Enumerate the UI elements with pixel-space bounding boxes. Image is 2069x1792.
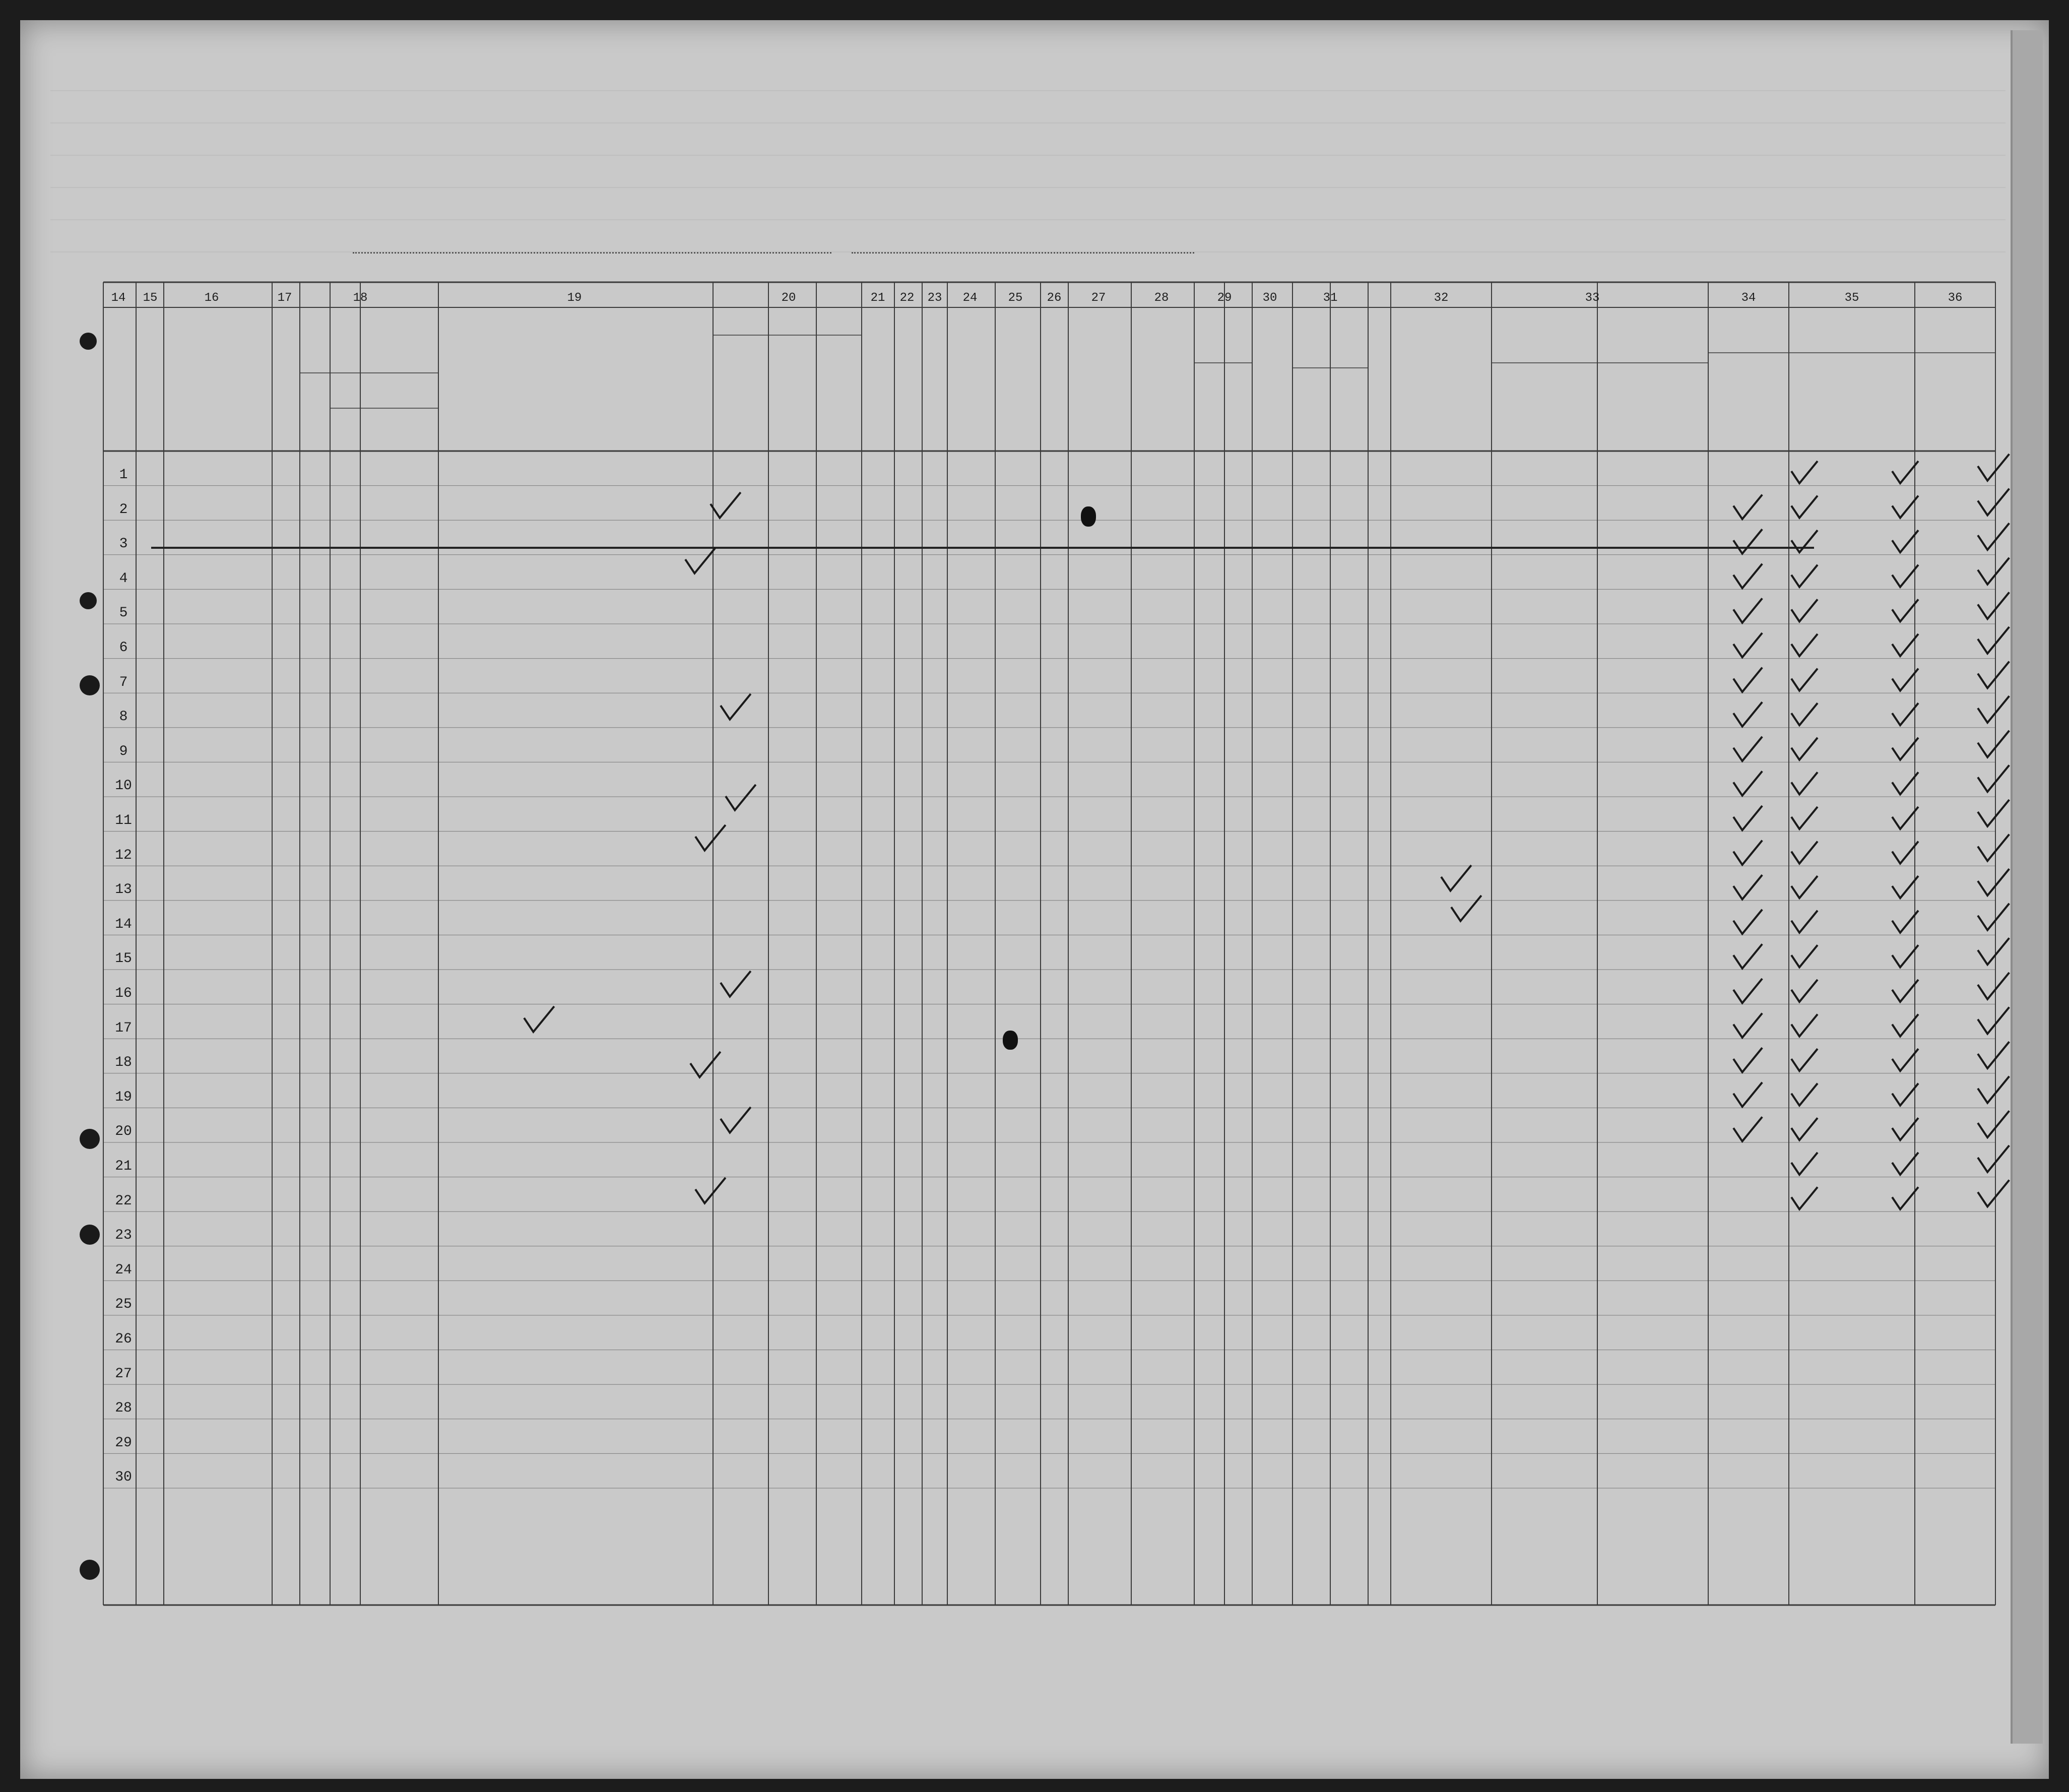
- column-number: 31: [1323, 291, 1338, 305]
- column-number: 26: [1047, 291, 1062, 305]
- check-mark: [710, 492, 741, 518]
- check-mark: [1733, 1048, 1762, 1072]
- check-mark: [1978, 523, 2009, 550]
- column-number: 20: [781, 291, 796, 305]
- row-number: 17: [115, 1020, 132, 1036]
- row-number: 14: [115, 916, 132, 932]
- check-mark: [1733, 1117, 1762, 1141]
- check-mark: [1978, 973, 2009, 999]
- column-number: 28: [1154, 291, 1169, 305]
- column-number: 14: [111, 291, 126, 305]
- check-mark: [1451, 895, 1481, 921]
- column-number: 32: [1434, 291, 1449, 305]
- check-mark: [1791, 496, 1818, 518]
- check-mark: [1892, 876, 1918, 898]
- row-number: 12: [115, 847, 132, 863]
- check-mark: [1892, 530, 1918, 552]
- check-mark: [1441, 865, 1471, 891]
- row-number: 27: [115, 1366, 132, 1382]
- punch-hole: [80, 592, 97, 609]
- row-number: 15: [115, 951, 132, 967]
- column-number: 15: [143, 291, 158, 305]
- check-mark: [1978, 765, 2009, 792]
- check-mark: [1978, 1076, 2009, 1103]
- check-mark: [1791, 1083, 1818, 1106]
- row-number: 2: [119, 501, 128, 518]
- column-number: 36: [1948, 291, 1963, 305]
- column-number: 18: [353, 291, 368, 305]
- check-mark: [524, 1006, 554, 1032]
- column-number: 22: [899, 291, 915, 305]
- row-number: 26: [115, 1331, 132, 1347]
- check-mark: [1892, 1187, 1918, 1209]
- check-mark: [1733, 702, 1762, 726]
- punch-hole: [80, 333, 97, 350]
- check-mark: [1978, 696, 2009, 723]
- check-mark: [1791, 1153, 1818, 1175]
- check-mark: [1791, 530, 1818, 552]
- row-number: 11: [115, 813, 132, 828]
- check-mark: [1892, 1153, 1918, 1175]
- check-mark: [1892, 842, 1918, 864]
- check-mark: [1892, 461, 1918, 483]
- row-number: 1: [119, 467, 128, 483]
- check-mark: [695, 1178, 726, 1203]
- check-mark: [1791, 911, 1818, 933]
- check-mark: [1791, 980, 1818, 1002]
- check-mark: [1892, 911, 1918, 933]
- column-number: 16: [204, 291, 219, 305]
- row-number: 24: [115, 1262, 132, 1278]
- check-mark: [1733, 495, 1762, 519]
- check-mark: [1978, 454, 2009, 481]
- check-mark: [1978, 1145, 2009, 1172]
- check-mark: [1733, 737, 1762, 761]
- punch-hole: [80, 675, 100, 695]
- check-mark: [1733, 633, 1762, 657]
- check-mark: [1733, 979, 1762, 1003]
- check-mark: [721, 694, 751, 720]
- check-mark: [1978, 938, 2009, 965]
- check-mark: [1791, 1118, 1818, 1140]
- check-mark: [1978, 1111, 2009, 1137]
- check-mark: [1791, 1049, 1818, 1071]
- column-number: 34: [1741, 291, 1756, 305]
- row-number: 29: [115, 1435, 132, 1451]
- row-number: 25: [115, 1297, 132, 1313]
- check-mark: [1892, 634, 1918, 656]
- check-mark: [1978, 731, 2009, 757]
- row-number: 21: [115, 1159, 132, 1174]
- row-number: 9: [119, 743, 128, 759]
- check-mark: [1791, 738, 1818, 760]
- row-number: 22: [115, 1193, 132, 1209]
- column-number: 25: [1008, 291, 1023, 305]
- check-mark: [1791, 772, 1818, 794]
- check-mark: [1733, 564, 1762, 588]
- row-number: 6: [119, 640, 128, 656]
- check-mark: [1892, 599, 1918, 621]
- column-number: 21: [870, 291, 885, 305]
- row-number: 8: [119, 709, 128, 725]
- column-number: 29: [1217, 291, 1232, 305]
- check-mark: [1733, 1013, 1762, 1038]
- check-mark: [1978, 1007, 2009, 1034]
- check-mark: [1892, 738, 1918, 760]
- check-mark: [1892, 1083, 1918, 1106]
- row-number: 10: [115, 778, 132, 794]
- check-mark: [690, 1052, 721, 1077]
- check-mark: [1791, 807, 1818, 829]
- check-mark: [1978, 869, 2009, 895]
- check-mark: [1978, 489, 2009, 516]
- row-number: 3: [119, 536, 128, 552]
- check-mark: [721, 971, 751, 997]
- check-mark: [1791, 842, 1818, 864]
- check-mark: [685, 548, 716, 573]
- check-mark: [1892, 1014, 1918, 1037]
- check-mark: [1978, 592, 2009, 619]
- row-number: 18: [115, 1055, 132, 1071]
- check-mark: [1978, 800, 2009, 826]
- punch-hole: [80, 1129, 100, 1149]
- check-mark: [1791, 461, 1818, 483]
- check-mark: [1892, 945, 1918, 967]
- check-mark: [1791, 565, 1818, 587]
- check-mark: [1978, 627, 2009, 654]
- check-mark: [1733, 944, 1762, 968]
- check-mark: [1892, 1049, 1918, 1071]
- row-number: 4: [119, 570, 128, 587]
- row-number: 28: [115, 1400, 132, 1417]
- column-number: 17: [277, 291, 292, 305]
- check-mark: [1892, 703, 1918, 725]
- row-number: 7: [119, 674, 128, 690]
- check-mark: [1733, 841, 1762, 865]
- row-number: 20: [115, 1124, 132, 1140]
- column-number: 30: [1262, 291, 1277, 305]
- check-mark: [1733, 875, 1762, 899]
- check-mark: [1978, 662, 2009, 688]
- check-mark: [1733, 806, 1762, 830]
- row-number: 19: [115, 1089, 132, 1105]
- column-number: 24: [962, 291, 978, 305]
- row-number: 30: [115, 1469, 132, 1486]
- check-mark: [1733, 910, 1762, 934]
- check-mark: [1791, 876, 1818, 898]
- check-mark: [1978, 1180, 2009, 1207]
- check-mark: [1733, 529, 1762, 553]
- check-mark: [1978, 558, 2009, 585]
- check-mark: [1892, 980, 1918, 1002]
- row-number: 16: [115, 986, 132, 1001]
- column-number: 33: [1585, 291, 1600, 305]
- check-mark: [1892, 807, 1918, 829]
- check-mark: [1978, 835, 2009, 861]
- column-number: 23: [927, 291, 942, 305]
- check-mark: [1791, 634, 1818, 656]
- check-mark: [1892, 496, 1918, 518]
- check-mark: [695, 825, 726, 851]
- check-mark: [1978, 1042, 2009, 1068]
- check-mark: [1791, 703, 1818, 725]
- row-number: 5: [119, 605, 128, 621]
- check-mark: [1733, 771, 1762, 795]
- check-mark: [726, 785, 756, 810]
- column-number: 27: [1091, 291, 1106, 305]
- check-mark: [721, 1107, 751, 1133]
- check-mark: [1892, 669, 1918, 691]
- check-mark: [1892, 565, 1918, 587]
- check-mark: [1892, 772, 1918, 794]
- check-mark: [1733, 598, 1762, 622]
- row-number: 13: [115, 882, 132, 898]
- check-mark: [1791, 1014, 1818, 1037]
- check-mark: [1791, 599, 1818, 621]
- check-mark: [1791, 669, 1818, 691]
- column-number: 19: [567, 291, 582, 305]
- row-number: 23: [115, 1228, 132, 1244]
- check-mark: [1892, 1118, 1918, 1140]
- punch-hole: [80, 1225, 100, 1245]
- punch-hole: [80, 1560, 100, 1580]
- check-mark: [1733, 1082, 1762, 1107]
- check-mark: [1791, 1187, 1818, 1209]
- check-mark: [1733, 668, 1762, 692]
- column-number: 35: [1844, 291, 1859, 305]
- check-mark: [1791, 945, 1818, 967]
- check-mark: [1978, 904, 2009, 930]
